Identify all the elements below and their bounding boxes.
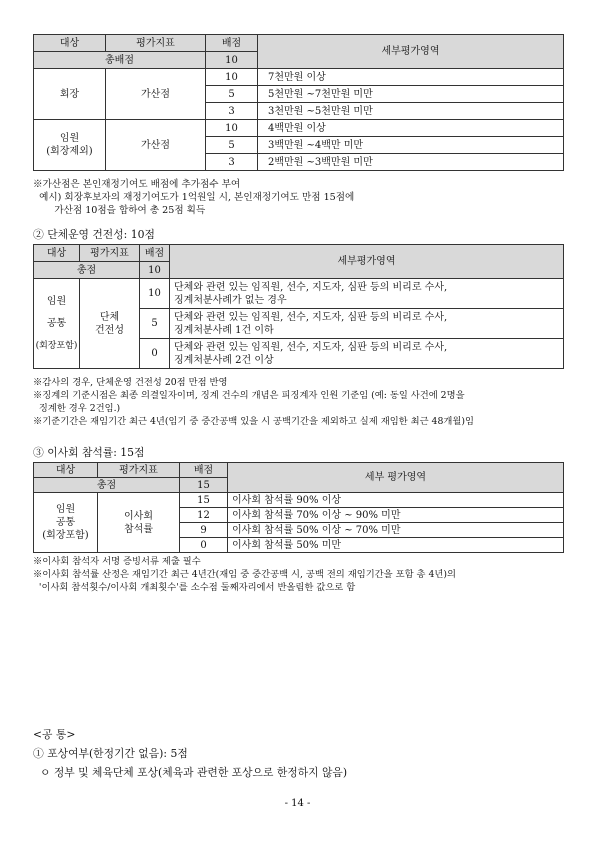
detail-cell [170,339,564,369]
note-block-3 [33,555,456,594]
note-line: ※이사회 참석자 서명 증빙서류 제출 필수 [33,556,201,567]
target-line: 공통 [46,317,67,329]
header-indicator: 평가지표 [80,245,140,262]
detail-line: 징계처분사례가 없는 경우 [174,294,287,306]
header-target: 대상 [34,463,98,478]
total-label: 총배점 [34,52,206,69]
header-score: 배점 [180,463,228,478]
detail-line: 단체와 관련 있는 임직원, 선수, 지도자, 심판 등의 비리로 수사, [174,311,448,323]
header-target: 대상 [34,35,106,52]
target-executive-common [34,279,80,369]
common-title: <공 통> [33,728,76,741]
total-score: 10 [140,262,170,279]
score-cell: 3 [206,154,258,171]
detail-cell [170,309,564,339]
target-line: 임원 [55,504,76,515]
indicator-line: 참석률 [124,523,153,535]
target-line: 임원 [59,133,80,144]
score-cell: 10 [206,69,258,86]
detail-line: 단체와 관련 있는 임직원, 선수, 지도자, 심판 등의 비리로 수사, [174,281,448,293]
header-detail: 세부평가영역 [258,35,564,69]
attendance-table [33,462,564,553]
common-subitem: ㅇ 정부 및 체육단체 포상(체육과 관련한 포상으로 한정하지 않음) [40,766,348,779]
detail-cell [170,279,564,309]
total-label: 총점 [34,262,140,279]
soundness-table [33,244,564,369]
score-cell: 10 [206,120,258,137]
detail-cell: 3천만원 ~5천만원 미만 [258,103,564,120]
header-indicator: 평가지표 [106,35,206,52]
detail-cell: 7천만원 이상 [258,69,564,86]
indicator-line: 단체 [99,311,120,323]
score-cell: 15 [180,493,228,508]
score-cell: 9 [180,523,228,538]
detail-cell: 2백만원 ~3백만원 미만 [258,154,564,171]
fiscal-bonus-table [33,34,564,171]
detail-cell: 4백만원 이상 [258,120,564,137]
detail-cell: 3백만원 ~4백만 미만 [258,137,564,154]
total-score: 15 [180,478,228,493]
score-cell: 10 [140,279,170,309]
indicator-line: 건전성 [95,324,124,336]
note-line: 예시) 회장후보자의 재정기여도가 1억원일 시, 본인재정기여도 만점 15점에 [33,192,355,203]
score-cell: 5 [140,309,170,339]
indicator-line: 이사회 [124,510,153,522]
score-cell: 5 [206,137,258,154]
target-chairman: 회장 [34,69,106,120]
detail-cell: 이사회 참석률 70% 이상 ~ 90% 미만 [228,508,564,523]
detail-line: 단체와 관련 있는 임직원, 선수, 지도자, 심판 등의 비리로 수사, [174,341,448,353]
note-line: ※가산점은 본인재정기여도 배점에 추가점수 부여 [33,179,241,190]
target-line: (회장제외) [46,146,93,157]
note-line: 징계한 경우 2건임.) [33,403,121,414]
target-line: 공통 [55,517,76,528]
indicator-soundness [80,279,140,369]
score-cell: 0 [180,538,228,553]
common-item: ① 포상여부(한정기간 없음): 5점 [33,747,188,760]
section-title-soundness: ② 단체운영 건전성: 10점 [33,228,155,241]
page-number: - 14 - [284,798,311,809]
note-line: ※이사회 참석률 산정은 재임기간 최근 4년간(재임 중 중간공백 시, 공백 전의 재임기간을 포함 총 4년)의 [33,569,456,580]
detail-line: 징계처분사례 1건 이하 [174,324,274,336]
total-score: 10 [206,52,258,69]
note-block-1 [33,178,354,217]
score-cell: 12 [180,508,228,523]
target-line: 임원 [46,295,67,307]
note-block-2 [33,376,474,428]
target-executive-common [34,493,98,553]
target-line: (회장포함) [42,530,89,541]
note-line: 가산점 10점을 합하여 총 25점 획득 [33,205,206,216]
detail-cell: 이사회 참석률 50% 미만 [228,538,564,553]
score-cell: 3 [206,103,258,120]
detail-cell: 5천만원 ~7천만원 미만 [258,86,564,103]
detail-cell: 이사회 참석률 50% 이상 ~ 70% 미만 [228,523,564,538]
note-line: ※징계의 기준시점은 최종 의결일자이며, 징계 건수의 개념은 피징계자 인원 기준임 (예: 동일 사건에 2명을 [33,390,465,401]
detail-line: 징계처분사례 2건 이상 [174,354,274,366]
indicator-attendance [98,493,180,553]
score-cell: 0 [140,339,170,369]
header-detail: 세부 평가영역 [228,463,564,493]
header-indicator: 평가지표 [98,463,180,478]
score-cell: 5 [206,86,258,103]
indicator-bonus: 가산점 [106,120,206,171]
header-detail: 세부평가영역 [170,245,564,279]
header-target: 대상 [34,245,80,262]
target-line: (회장포함) [35,340,78,351]
header-score: 배점 [140,245,170,262]
note-line: ※기준기간은 재임기간 최근 4년(임기 중 중간공백 있을 시 공백기간을 제외하고 실제 재임한 최근 48개월)임 [33,416,474,427]
note-line: ※감사의 경우, 단체운영 건전성 20점 만점 반영 [33,377,228,388]
note-line: '이사회 참석횟수/이사회 개최횟수'를 소수점 둘째자리에서 반올림한 값으로 함 [33,582,356,593]
indicator-bonus: 가산점 [106,69,206,120]
total-label: 총점 [34,478,180,493]
target-executive [34,120,106,171]
header-score: 배점 [206,35,258,52]
detail-cell: 이사회 참석률 90% 이상 [228,493,564,508]
section-title-attendance: ③ 이사회 참석률: 15점 [33,446,145,459]
